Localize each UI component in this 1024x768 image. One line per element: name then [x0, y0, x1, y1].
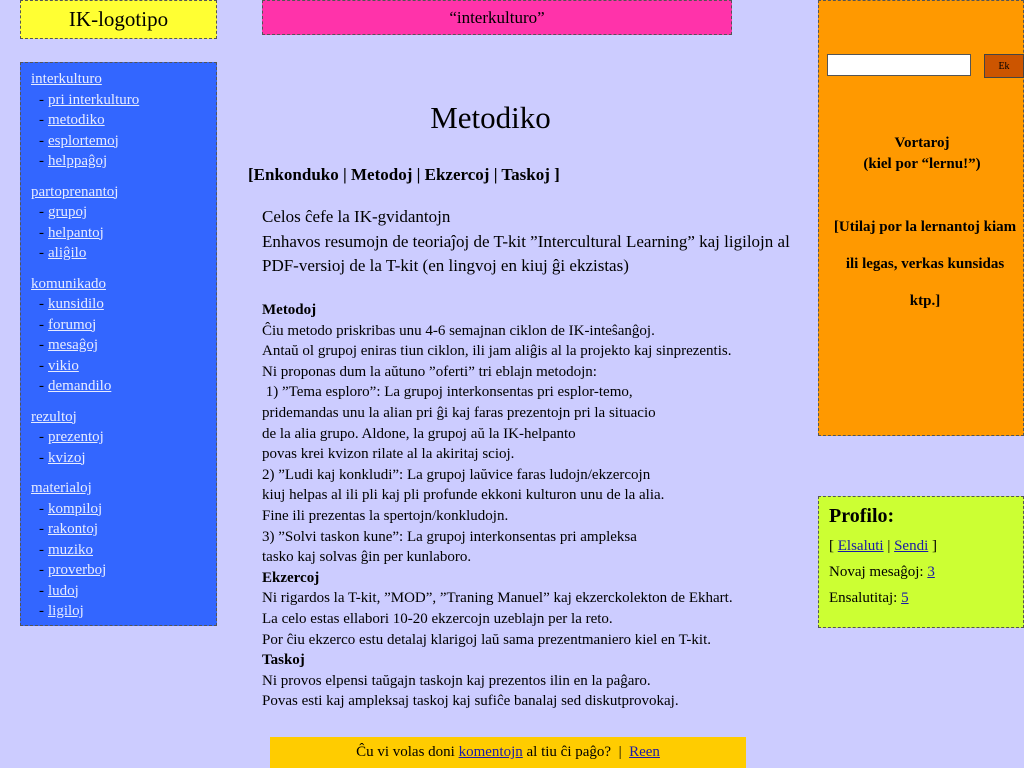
sidebar-item	[31, 376, 206, 397]
sidebar-item	[31, 243, 206, 264]
sidebar-item-link[interactable]: ludoj	[48, 582, 79, 599]
dash: -	[39, 245, 44, 261]
logout-link[interactable]: Elsaluti	[837, 538, 884, 554]
dash: -	[39, 541, 44, 558]
dash: -	[39, 112, 44, 128]
tab-0[interactable]: Enkonduko	[253, 165, 339, 184]
dash: -	[39, 337, 44, 353]
sidebar-section-2[interactable]: komunikado	[31, 275, 106, 292]
sidebar-item	[31, 499, 206, 520]
online-users	[829, 590, 1013, 607]
content-line: Ni provos elpensi taŭgajn taskojn kaj prezentos ilin en la paĝaro.	[262, 672, 651, 689]
footer-separator: al tiu ĉi paĝo? |	[522, 744, 630, 760]
content-line: 3) ”Solvi taskon kune”: La grupoj interkonsentas pri ampleksa	[262, 528, 637, 545]
sidebar-item-link[interactable]: pri interkulturo	[48, 91, 140, 108]
sidebar-group-header	[31, 407, 206, 428]
content-line: 2) ”Ludi kaj konkludi”: La grupoj laŭvice faras ludojn/ekzercojn	[262, 466, 651, 483]
sidebar-item-link[interactable]: rakontoj	[48, 521, 98, 537]
dictionary-panel	[818, 0, 1024, 436]
dictionary-note: [Utilaj por la lernantoj kiam ili legas, verkas kunsidas ktp.]	[833, 219, 1017, 309]
content-line: Ĉiu metodo priskribas unu 4-6 semajnan ciklon de IK-inteŝanĝoj.	[262, 322, 655, 339]
tab-separator: |	[489, 165, 502, 184]
sidebar-item-link[interactable]: mesaĝoj	[48, 337, 98, 353]
sidebar-item	[31, 335, 206, 356]
sidebar-item	[31, 90, 206, 111]
content-line: kiuj helpas al ili pli kaj pli profunde ekkoni kulturon unu de la alia.	[262, 487, 665, 504]
dash: -	[39, 562, 44, 578]
content-line: La celo estas ellabori 10-20 ekzercojn uzeblajn per la reto.	[262, 610, 613, 627]
profile-actions	[829, 538, 1013, 555]
tab-3[interactable]: Taskoj	[501, 165, 550, 184]
sidebar-item	[31, 519, 206, 540]
footer-bar	[270, 737, 746, 768]
tab-separator: |	[412, 165, 425, 184]
sidebar-item-link[interactable]: helppaĝoj	[48, 153, 108, 169]
footer-text: Ĉu vi volas doni	[356, 744, 459, 760]
bracket-close: ]	[932, 538, 938, 554]
intro-line: Celos ĉefe la IK-gvidantojn	[262, 207, 451, 226]
sidebar-item-link[interactable]: aliĝilo	[48, 245, 87, 261]
sidebar-group	[31, 407, 206, 469]
dash: -	[39, 204, 44, 220]
sidebar-item-link[interactable]: metodiko	[48, 112, 105, 128]
online-count-link[interactable]: 5	[901, 590, 909, 606]
content-line: Por ĉiu ekzerco estu detalaj klarigoj laŭ sama prezentmaniero kiel en T-kit.	[262, 631, 712, 648]
sidebar-nav	[20, 62, 217, 626]
bracket-open: [	[248, 165, 254, 184]
dash: -	[39, 521, 44, 537]
search-input[interactable]	[827, 54, 971, 76]
sidebar-group-header	[31, 478, 206, 499]
sidebar-item	[31, 448, 206, 469]
content-line: povas krei kvizon rilate al la akiritaj scioj.	[262, 446, 515, 463]
content-line: Antaŭ ol grupoj eniras tiun ciklon, ili jam aliĝis al la projekto kaj sinprezentis.	[262, 343, 732, 360]
sidebar-item-link[interactable]: forumoj	[48, 316, 97, 333]
bracket-close: ]	[549, 165, 560, 184]
sidebar-group	[31, 274, 206, 397]
content-line: Ni proponas dum la aŭtuno ”oferti” tri eblajn metodojn:	[262, 363, 597, 380]
dash: -	[39, 357, 44, 374]
bracket-open: [	[829, 538, 834, 554]
dictionary-title-line2: (kiel por “lernu!”)	[863, 156, 981, 172]
sidebar-item-link[interactable]: kunsidilo	[48, 296, 104, 312]
dash: -	[39, 582, 44, 599]
sidebar-item	[31, 294, 206, 315]
section-heading: Ekzercoj	[262, 569, 320, 586]
site-title-banner: “interkulturo”	[262, 0, 732, 35]
send-link[interactable]: Sendi	[894, 538, 929, 554]
intro-line: Enhavos resumojn de teoriaĵoj de T-kit ”Intercultural Learning” kaj ligilojn al PDF-versioj de la T-kit (en lingvoj en kiuj ĝi ekzistas)	[262, 231, 790, 275]
dash: -	[39, 500, 44, 517]
content-line: pridemandas unu la alian pri ĝi kaj faras prezentojn pri la situacio	[262, 404, 656, 421]
sidebar-item-link[interactable]: helpantoj	[48, 224, 104, 241]
new-messages	[829, 564, 1013, 581]
tab-2[interactable]: Ekzercoj	[424, 165, 490, 184]
sidebar-section-1[interactable]: partoprenantoj	[31, 183, 119, 200]
sidebar-item-link[interactable]: kompiloj	[48, 500, 103, 517]
sidebar-group-header	[31, 182, 206, 203]
online-label: Ensalutitaj:	[829, 590, 898, 606]
dash: -	[39, 316, 44, 333]
sidebar-item-link[interactable]: vikio	[48, 357, 79, 374]
dictionary-title-line1: Vortaroj	[894, 135, 950, 151]
content-line: Povas esti kaj ampleksaj taskoj kaj sufiĉe banalaj sed diskutprovokaj.	[262, 693, 679, 710]
page-title: Metodiko	[430, 100, 551, 135]
dash: -	[39, 153, 44, 169]
sidebar-item-link[interactable]: grupoj	[48, 204, 88, 220]
sidebar-section-0[interactable]: interkulturo	[31, 71, 102, 87]
sidebar-item	[31, 151, 206, 172]
sidebar-item	[31, 110, 206, 131]
dash: -	[39, 603, 44, 619]
section-tabs	[248, 165, 560, 185]
sidebar-item-link[interactable]: proverboj	[48, 562, 107, 578]
dash: -	[39, 429, 44, 445]
dash: -	[39, 296, 44, 312]
sidebar-item	[31, 223, 206, 244]
content-line: 1) ”Tema esploro”: La grupoj interkonsentas pri esplor-temo,	[262, 384, 633, 401]
tab-separator: |	[338, 165, 351, 184]
search-button[interactable]: Ek	[984, 54, 1024, 78]
content-line: Ni rigardos la T-kit, ”MOD”, ”Traning Manuel” kaj ekzerckolekton de Ekhart.	[262, 590, 733, 607]
dash: -	[39, 91, 44, 108]
sidebar-item	[31, 540, 206, 561]
sidebar-item-link[interactable]: ligiloj	[48, 603, 84, 619]
dash: -	[39, 378, 44, 394]
messages-label: Novaj mesaĝoj:	[829, 564, 924, 580]
back-link[interactable]: Reen	[629, 744, 660, 760]
sidebar-item-link[interactable]: esplortemoj	[48, 132, 119, 149]
comments-link[interactable]: komentojn	[458, 744, 523, 760]
sidebar-group-header	[31, 69, 206, 90]
dash: -	[39, 132, 44, 149]
sidebar-item-link[interactable]: demandilo	[48, 378, 112, 394]
sidebar-item	[31, 560, 206, 581]
intro-text	[262, 205, 812, 279]
logo: IK-logotipo	[20, 0, 217, 39]
sidebar-item	[31, 202, 206, 223]
sidebar-item-link[interactable]: prezentoj	[48, 429, 104, 445]
profile-panel	[818, 496, 1024, 628]
sidebar-item	[31, 581, 206, 602]
separator: |	[887, 538, 891, 554]
content-line: tasko kaj solvas ĝin per kunlaboro.	[262, 549, 472, 566]
section-heading: Metodoj	[262, 302, 317, 318]
sidebar-group	[31, 182, 206, 264]
sidebar-group	[31, 69, 206, 172]
sidebar-section-4[interactable]: materialoj	[31, 480, 92, 496]
messages-count-link[interactable]: 3	[927, 564, 935, 580]
sidebar-item	[31, 356, 206, 377]
sidebar-item	[31, 315, 206, 336]
tab-1[interactable]: Metodoj	[351, 165, 413, 184]
dictionary-title	[819, 133, 1024, 175]
profile-title: Profilo:	[829, 505, 895, 527]
sidebar-item-link[interactable]: muziko	[48, 541, 93, 558]
sidebar-item-link[interactable]: kvizoj	[48, 449, 86, 466]
sidebar-section-3[interactable]: rezultoj	[31, 408, 77, 425]
sidebar-item	[31, 427, 206, 448]
sidebar-group	[31, 478, 206, 622]
sidebar-group-header	[31, 274, 206, 295]
sidebar-item	[31, 131, 206, 152]
content-line: Fine ili prezentas la spertojn/konkludojn.	[262, 507, 509, 524]
content-line: de la alia grupo. Aldone, la grupoj aŭ la IK-helpanto	[262, 425, 576, 442]
dash: -	[39, 224, 44, 241]
section-heading: Taskoj	[262, 652, 305, 669]
main-content	[262, 300, 812, 712]
dash: -	[39, 449, 44, 466]
sidebar-item	[31, 601, 206, 622]
